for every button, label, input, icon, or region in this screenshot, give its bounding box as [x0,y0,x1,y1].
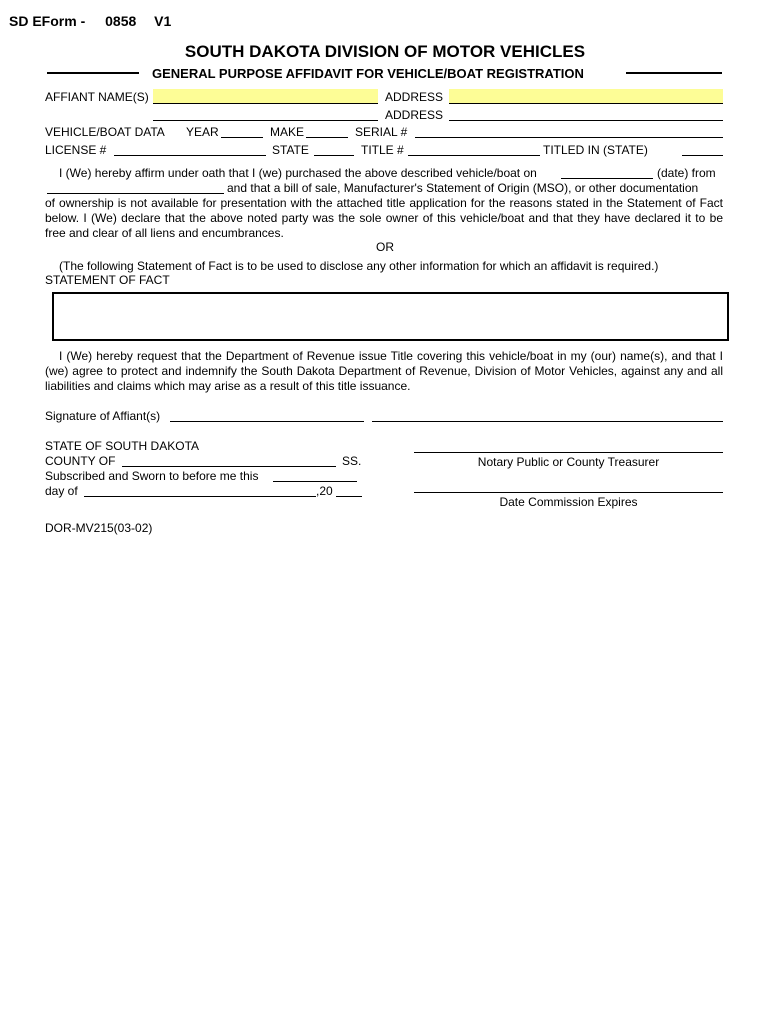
affirm-text-rest: of ownership is not available for presentation with the attached title application for the reasons stated in the Statement of Fact below. I (We) declare that the above noted party was the sole owner of this vehicle/boat and that they have declared it to be free and clear of all liens and encumbrances. [45,196,723,240]
titled-in-field[interactable] [682,155,723,156]
signature-field-1[interactable] [170,421,364,422]
year-prefix: ,20 [316,484,333,498]
request-text: I (We) hereby request that the Department of Revenue issue Title covering this vehicle/boat in my (our) name(s), and that I (we) agree to protect and indemnify the South Dakota Department of Revenue, Division of Motor Vehicles, against any and all liabilities and claims which may arise as a result of this title issuance. [45,349,723,393]
make-label: MAKE [270,125,305,139]
ss-label: SS. [342,454,362,468]
title-rule-left [47,72,139,74]
year-suffix-field[interactable] [336,496,362,497]
form-version: V1 [154,13,172,29]
title-rule-right [626,72,722,74]
affirm-text-2: and that a bill of sale, Manufacturer's Statement of Origin (MSO), or other documentation [227,181,699,195]
title-number-label: TITLE # [361,143,404,157]
notary-state: STATE OF SOUTH DAKOTA [45,439,200,453]
signature-field-2[interactable] [372,421,723,422]
address-field-2[interactable] [449,120,723,121]
affiant-name-line-2[interactable] [153,120,378,121]
sworn-label: Subscribed and Sworn to before me this [45,469,259,483]
or-divider: OR [376,240,394,254]
day-of-field[interactable] [84,496,316,497]
statement-of-fact-box[interactable] [52,292,729,341]
titled-in-label: TITLED IN (STATE) [543,143,648,157]
page-title: SOUTH DAKOTA DIVISION OF MOTOR VEHICLES [184,42,586,61]
address-label: ADDRESS [385,90,444,104]
address-label-2: ADDRESS [385,108,444,122]
address-field[interactable] [449,89,723,104]
page-subtitle: GENERAL PURPOSE AFFIDAVIT FOR VEHICLE/BOAT REGISTRATION [152,66,584,81]
notary-label: Notary Public or County Treasurer [477,455,660,469]
purchased-from-field[interactable] [47,193,224,194]
county-field[interactable] [122,466,336,467]
affirm-text-1: I (We) hereby affirm under oath that I (we) purchased the above described vehicle/boat on [59,166,537,180]
year-field[interactable] [221,137,263,138]
title-number-field[interactable] [408,155,540,156]
commission-expires-field[interactable] [414,492,723,493]
form-number: 0858 [105,13,137,29]
state-label: STATE [272,143,309,157]
sworn-day-field[interactable] [273,481,357,482]
form-id [9,13,171,29]
license-field[interactable] [114,155,266,156]
statement-note: (The following Statement of Fact is to be used to disclose any other information for which an affidavit is required.) [59,259,659,273]
serial-label: SERIAL # [355,125,408,139]
statement-of-fact-label: STATEMENT OF FACT [45,273,170,287]
affirm-text-1b: (date) from [657,166,716,180]
serial-field[interactable] [415,137,723,138]
make-field[interactable] [306,137,348,138]
form-id-label: SD EForm - [9,13,86,29]
form-code: DOR-MV215(03-02) [45,521,153,535]
purchase-date-field[interactable] [561,178,653,179]
affiant-name-field[interactable] [153,89,378,104]
day-of-label: day of [45,484,78,498]
county-label: COUNTY OF [45,454,116,468]
vehicle-data-label: VEHICLE/BOAT DATA [45,125,165,139]
affiant-name-label: AFFIANT NAME(S) [45,90,149,104]
signature-label: Signature of Affiant(s) [45,409,161,423]
notary-signature-field[interactable] [414,452,723,453]
year-label: YEAR [186,125,219,139]
state-field[interactable] [314,155,354,156]
license-label: LICENSE # [45,143,107,157]
commission-label: Date Commission Expires [499,495,638,509]
